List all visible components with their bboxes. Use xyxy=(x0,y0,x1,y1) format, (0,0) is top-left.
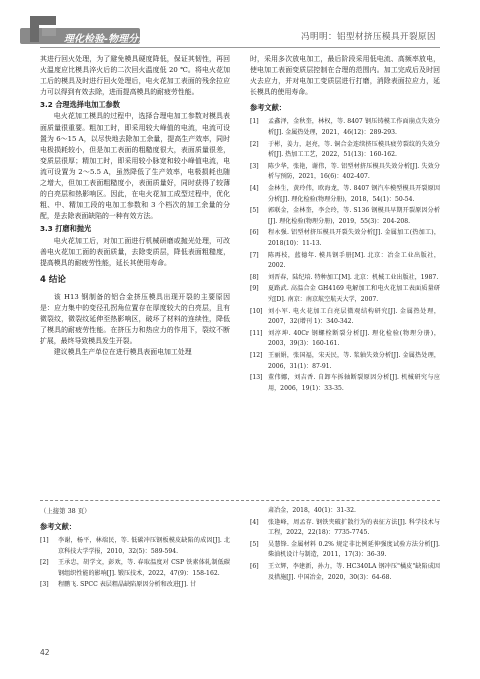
reference-item xyxy=(250,206,440,227)
page-header xyxy=(0,0,480,46)
reference-text: 董伟娜，刘吉香. 自卸车拆轴断裂原因分析[J]. 机械研究与应用，2006，19(1)：33-35. xyxy=(268,374,440,392)
reference-item xyxy=(40,536,230,557)
journal-logo-icon xyxy=(24,14,62,44)
page-number: 42 xyxy=(40,648,50,657)
reference-text: 于彬，姜力，赵亮，等. 铜合金连续挤压模具疲劳裂纹的失效分析[J]. 热加工工艺，2022，51(13)：160-162. xyxy=(268,140,440,159)
reference-number: [11] xyxy=(250,329,263,337)
reference-text: 陈再枝，蓝德年. 模具钢手册[M]. 北京：冶金工业出版社，2002. xyxy=(268,251,440,270)
reference-text: 程永强. 铝型材挤压模具开裂失效分析[J]. 金属加工(热加工)，2018(10)：11-13. xyxy=(268,229,440,247)
reference-number: [13] xyxy=(250,374,263,382)
reference-item xyxy=(40,558,230,579)
reference-text: 刘小军. 电火花加工白亮层微观结构研究[J]. 金属热处理，2007，32(增刊 1)：340-342. xyxy=(268,307,440,326)
reference-text: 王立辉，李建新，孙力，等. HC340LA 钢冲压"橘皮"缺陷成因及措施[J]. 中国冶金，2020，30(3)：64-68. xyxy=(268,562,440,581)
reference-text: 刘淳坤. 40Cr 钢螺栓断裂分析[J]. 理化检验(物理分册)，2003，39(3)：160-161. xyxy=(268,329,440,348)
reference-item xyxy=(250,373,440,394)
references-title: 参考文献： xyxy=(40,522,76,531)
section-heading-3-3: 3.3 打磨和抛光 xyxy=(40,224,92,234)
reference-item xyxy=(250,162,440,183)
reference-item xyxy=(250,329,440,350)
body-paragraph: 该 H13 钢制备的铝合金挤压模具出现开裂的主要原因是：应力集中的变径孔拐角位置存在厚度较大的白亮层，且有微裂纹，微裂纹延伸至热影响区，破坏了材料的连续性，降低了模具的耐疲劳性能。在挤压力和热应力的作用下，裂纹不断扩展，最终导致模具发生开裂。 xyxy=(40,292,230,346)
continued-note: （上接第 38 页） xyxy=(40,507,91,515)
reference-number: [10] xyxy=(250,307,263,315)
reference-item xyxy=(250,251,440,272)
bottom-left-references xyxy=(40,506,230,592)
reference-item xyxy=(250,518,440,539)
reference-text: 程鹏飞. SPCC 表层粗晶缺陷原因分析和改进[J]. 甘 xyxy=(58,581,197,589)
reference-number: [12] xyxy=(250,351,263,359)
reference-number: [6] xyxy=(250,229,259,237)
reference-number: [3] xyxy=(40,581,49,589)
running-title: 冯明明：铝型材挤压模具开裂原因 xyxy=(300,32,436,42)
right-column xyxy=(250,54,440,395)
reference-item xyxy=(250,117,440,138)
references-title: 参考文献： xyxy=(250,103,286,113)
reference-item xyxy=(250,184,440,205)
reference-text: 夏路武. 高温合金 GH4169 电解加工和电火花加工表面质量研究[D]. 南京：南京航空航天大学，2007. xyxy=(268,285,440,303)
body-paragraph: 电火花加工模具的过程中，选择合理电加工参数对模具表面质量很重要。粗加工时，即采用较大峰值的电流，电流可设置为 6～15 A，以尽快地去除加工余量，提高生产效率，同时电极损耗较小，但是加工表面的粗糙度很大，表面质量很差，变质层很厚；精加工时，即采用较小脉宽和较小峰值电流，电流可设置为 2～5.5 A，虽然降低了生产效率，电极损耗也随之增大，但加工表面粗糙度小，表面质量好，同时获得了较薄的白亮层和热影响区。因此，在电火花加工成型过程中，优化粗、中、精加工段的电加工参数和 3 个档次的加工余量的分配，是去除表面缺陷的一种有效方法。 xyxy=(40,112,230,221)
reference-text: 刘晋春，陆纪培. 特种加工[M]. 北京：机械工业出版社，1987. xyxy=(268,273,439,281)
reference-text: 郭联金，金林奎，李会玲，等. S136 钢模具早期开裂原因分析[J]. 理化检验(物理分册)，2019，55(3)：204-208. xyxy=(268,207,440,225)
section-heading-3-2: 3.2 合理选择电加工参数 xyxy=(40,100,120,110)
reference-text: 肃冶金，2018，40(1)：31-32. xyxy=(268,507,356,514)
section-divider xyxy=(40,500,440,501)
reference-item xyxy=(40,580,230,591)
reference-text: 王丽娟，张国福，宋天民，等. 浆轴失效分析[J]. 金属热处理，2006，31(1)：87-91. xyxy=(268,351,440,370)
reference-text: 陈少华，张艳，谢伟，等. 铝型材挤压模具失效分析[J]. 失效分析与预防，2021，16(6)：402-407. xyxy=(268,162,440,181)
reference-number: [6] xyxy=(250,562,259,570)
reference-item xyxy=(250,562,440,583)
reference-item xyxy=(250,284,440,305)
reference-number: [2] xyxy=(40,559,49,567)
section-heading-4: 4 结论 xyxy=(40,274,66,285)
reference-number: [2] xyxy=(250,140,259,148)
reference-list xyxy=(250,117,440,394)
journal-logo-text: 理化检验-物理分册 xyxy=(64,34,149,45)
reference-item xyxy=(250,228,440,249)
reference-item xyxy=(250,273,440,284)
reference-text: 张逢峰，周孟存. 钢铁夹破扩散行为的表征方法[J]. 科学技术与工程，2022，22(18)：7735-7745. xyxy=(268,518,440,537)
bottom-right-references xyxy=(250,506,440,584)
reference-item xyxy=(250,307,440,328)
reference-number: [4] xyxy=(250,185,259,193)
reference-text: 孟鑫泽，金秋奎，林权，等. 8407 钢压铸模工作面崩点失效分析[J]. 金属热处理，2021，46(12)：289-293. xyxy=(268,118,440,137)
reference-number: [1] xyxy=(250,118,259,126)
body-paragraph: 时，采用多次放电加工，最后阶段采用低电流、高频率放电，使电加工表面变质层控制在合理的范围内。加工完成后及时回火去应力，并对电加工变质层进行打磨，消除表面拉应力，延长模具的使用寿命。 xyxy=(250,55,440,97)
reference-item xyxy=(250,140,440,161)
reference-number: [5] xyxy=(250,207,259,215)
left-column xyxy=(40,54,230,358)
reference-number: [1] xyxy=(40,537,49,544)
reference-text: 王承忠，胡学文，彭欢，等. 春取温度对 CSP 铁素体轧制低碳钢组织性能的影响[J]. 锻压技术，2022，47(9)：158-162. xyxy=(58,559,230,577)
reference-number xyxy=(250,506,268,517)
reference-number: [5] xyxy=(250,540,259,548)
reference-text: 金林生，黄玲伟，欧海龙，等. 8407 钢汽车模型模具开裂原因分析[J]. 理化检验(物理分册)，2018，54(1)：50-54. xyxy=(268,185,440,203)
reference-number: [8] xyxy=(250,273,259,281)
body-paragraph: 电火花加工后，对加工面进行机械研磨或抛光处理，可改善电火花加工面的表面质量，去除变质层，降低表面粗糙度，提高模具的耐疲劳性能，延长其使用寿命。 xyxy=(40,236,230,267)
body-paragraph: 建议模具生产单位在进行模具表面电加工处理 xyxy=(53,348,192,357)
reference-text: 吴慧锋. 金属材料 0.2% 规定非比例延伸强度试验方法分析[J]. 柴油机设计与制造，2011，17(3)：36-39. xyxy=(268,540,440,559)
reference-text: 李谢，杨平，林端民，等. 低碳冲压钢板模皮缺陷的成因[J]. 北京科技大学学报，2010，32(5)：589-594. xyxy=(58,537,230,555)
header-rule xyxy=(40,47,440,48)
reference-number: [3] xyxy=(250,162,259,170)
reference-number: [7] xyxy=(250,251,259,259)
body-paragraph: 其进行回火处理，为了避免模具硬度降低，保证其韧性，再回火温度应比模具淬火后的二次回火温度低 20 ℃。将电火花加工后的模具及时进行回火处理后，电火花加工表面的残余拉应力可以得到有效去除，进而提高模具的耐疲劳性能。 xyxy=(40,55,230,97)
reference-item xyxy=(250,506,440,517)
reference-number: [4] xyxy=(250,518,259,526)
reference-number: [9] xyxy=(250,285,259,293)
reference-item xyxy=(250,540,440,561)
reference-item xyxy=(250,351,440,372)
